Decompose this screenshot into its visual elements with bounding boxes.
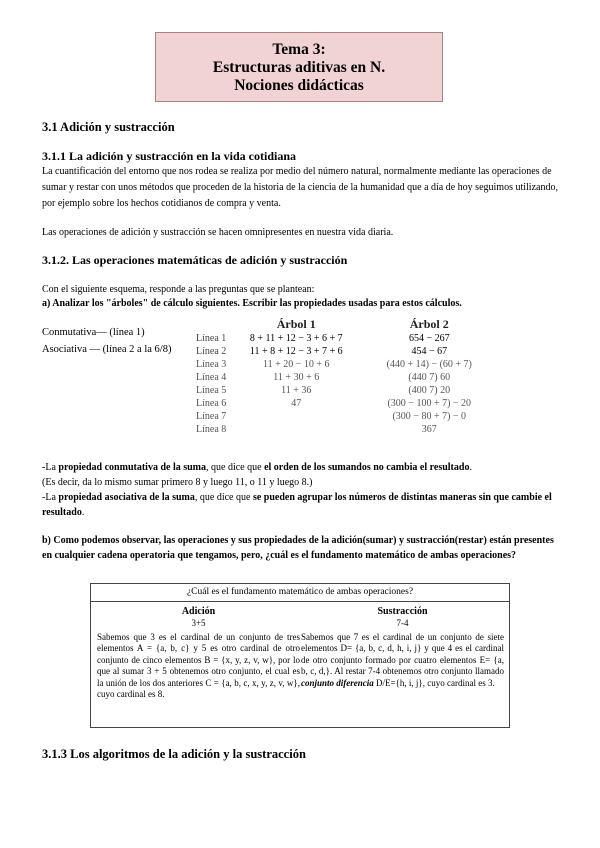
foundation-box-title: ¿Cuál es el fundamento matemático de ambas operaciones? <box>91 584 509 602</box>
addition-column <box>97 606 300 701</box>
paragraph-3: Con el siguiente esquema, responde a las preguntas que se plantean: <box>42 284 315 295</box>
subtraction-heading: Sustracción <box>377 606 428 617</box>
tree-row: Línea 7 (300 − 80 + 7) − 0 <box>196 411 467 422</box>
addition-heading: Adición <box>181 606 216 617</box>
section-3-1-2: 3.1.2. Las operaciones matemáticas de adición y sustracción <box>42 253 348 267</box>
conmutativa-example: (Es decir, da lo mismo sumar primero 8 y luego 11, o 11 y luego 8.) <box>42 477 313 488</box>
subtraction-example: 7-4 <box>396 618 409 628</box>
question-b: b) Como podemos observar, las operaciones y sus propiedades de la adición(sumar) y sustracción(restar) están presentes en cualquier cadena operatoria que tengamos, pero, ¿cuál es el fundamento matemático de ambas operaciones? <box>42 535 554 561</box>
subtraction-text: Sabemos que 7 es el cardinal de un conjunto de siete elementos D= {a, b, c, d, h, i, j} y que 4 es el cardinal de otro conjunto formado por cuatro elementos E= {a, b, c, d,}. Al restar 7-4 obtenemos otro conjunto llamado conjunto diferencia D/E={h, i, j}, cuyo cardinal es 3. <box>301 631 504 688</box>
addition-text: Sabemos que 3 es el cardinal de un conjunto de tres elementos A = {a, b, c} y 5 es otro cardinal de otro conjunto de cinco elementos B = {x, y, z, v, w}, por lo que al sumar 3 + 5 obtenemos otro conjunto, el cual es la unión de los dos anteriores C = {a, b, c, x, y, z, v, w}, cuyo cardinal es 8. <box>97 631 300 699</box>
asociativa-property: -La propiedad asociativa de la suma, que dice que se pueden agrupar los números de distintas maneras sin que cambie el resultado. <box>42 492 552 518</box>
title-box <box>155 32 443 102</box>
addition-example: 3+5 <box>191 618 206 628</box>
tree-row: Línea 8 367 <box>196 424 437 435</box>
tree-row: Línea 1 8 + 11 + 12 − 3 + 6 + 7 654 − 267 <box>196 333 450 344</box>
tree-2-header: Árbol 2 <box>409 316 449 331</box>
asociativa-label: Asociativa — (línea 2 a la 6/8) <box>42 344 172 355</box>
subtraction-column <box>301 606 504 689</box>
title-line-1: Tema 3: <box>272 41 326 58</box>
tree-row: Línea 4 11 + 30 + 6 (440 7) 60 <box>196 372 451 383</box>
title-line-2: Estructuras aditivas en N. <box>212 59 386 76</box>
tree-row: Línea 2 11 + 8 + 12 − 3 + 7 + 6 454 − 67 <box>196 346 448 357</box>
tree-1-header: Árbol 1 <box>276 316 316 331</box>
section-3-1: 3.1 Adición y sustracción <box>42 120 175 134</box>
tree-row: Línea 3 11 + 20 − 10 + 6 (440 + 14) − (60 + 7) <box>196 359 472 370</box>
section-3-1-3: 3.1.3 Los algoritmos de la adición y la sustracción <box>42 747 306 761</box>
calculation-trees <box>192 316 498 436</box>
tree-row: Línea 5 11 + 36 (400 7) 20 <box>196 385 451 396</box>
conmutativa-label: Conmutativa— (línea 1) <box>42 327 145 338</box>
conmutativa-property: -La propiedad conmutativa de la suma, que dice que el orden de los sumandos no cambia el resultado. <box>42 462 472 473</box>
section-3-1-1: 3.1.1 La adición y sustracción en la vida cotidiana <box>42 149 297 163</box>
foundation-box <box>90 583 510 728</box>
paragraph-2: Las operaciones de adición y sustracción se hacen omnipresentes en nuestra vida diaria. <box>42 227 394 238</box>
question-a: a) Analizar los "árboles" de cálculo siguientes. Escribir las propiedades usadas para estos cálculos. <box>42 298 462 309</box>
title-line-3: Nociones didácticas <box>234 77 364 94</box>
paragraph-1: La cuantificación del entorno que nos rodea se realiza por medio del número natural, normalmente mediante las operaciones de sumar y restar con unos métodos que proceden de la historia de la ciencia de la humanidad que a día de hoy seguimos utilizando, por ejemplo sobre los hechos cotidianos de compra y venta. <box>42 166 558 209</box>
tree-row: Línea 6 47 (300 − 100 + 7) − 20 <box>196 398 472 409</box>
